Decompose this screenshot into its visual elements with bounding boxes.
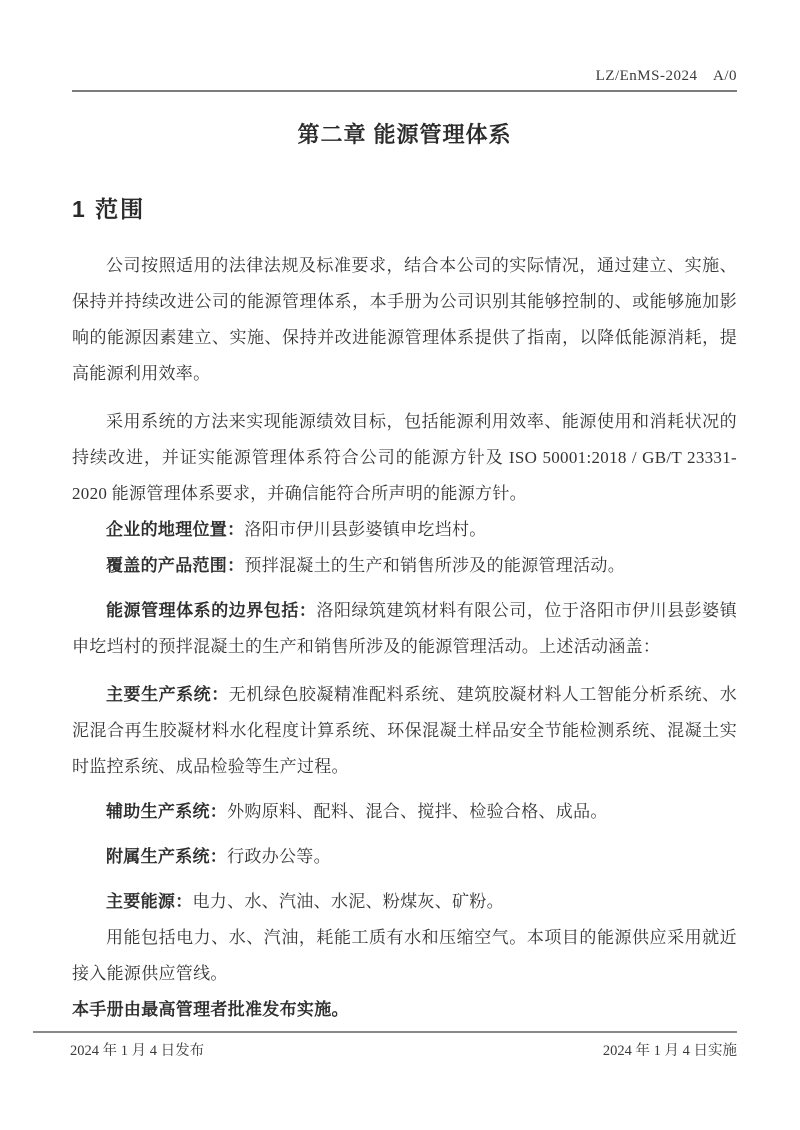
system-boundary-paragraph (72, 593, 737, 665)
document-code: LZ/EnMS-2024 A/0 (595, 68, 737, 84)
geographic-location-value: 洛阳市伊川县彭婆镇申圪垱村。 (244, 520, 487, 539)
chapter-title: 第二章 能源管理体系 (297, 122, 512, 147)
main-production-systems-label: 主要生产系统： (106, 685, 229, 704)
implement-date: 2024 年 1 月 4 日实施 (602, 1043, 737, 1059)
main-energy-value: 电力、水、汽油、水泥、粉煤灰、矿粉。 (192, 892, 504, 911)
product-scope-label: 覆盖的产品范围： (106, 556, 245, 575)
attached-systems-label: 附属生产系统： (106, 847, 228, 866)
main-production-systems-value: 无机绿色胶凝精准配料系统、建筑胶凝材料人工智能分析系统、水泥混合再生胶凝材料水化程度计算系统、环保混凝土样品安全节能检测系统、混凝土实时监控系统、成品检验等生产过程。 (72, 685, 737, 776)
auxiliary-systems-line (72, 794, 737, 830)
document-body (72, 248, 737, 1028)
main-production-systems-paragraph (72, 677, 737, 785)
approval-statement: 本手册由最高管理者批准发布实施。 (72, 1000, 349, 1019)
release-date: 2024 年 1 月 4 日发布 (70, 1043, 205, 1059)
attached-systems-value: 行政办公等。 (227, 847, 331, 866)
product-scope-value: 预拌混凝土的生产和销售所涉及的能源管理活动。 (244, 556, 626, 575)
main-energy-label: 主要能源： (106, 892, 193, 911)
energy-note-paragraph: 用能包括电力、水、汽油，耗能工质有水和压缩空气。本项目的能源供应采用就近接入能源供应管线。 (72, 928, 737, 983)
section-heading: 1 范围 (72, 196, 146, 222)
paragraph-method: 采用系统的方法来实现能源绩效目标，包括能源利用效率、能源使用和消耗状况的持续改进，并证实能源管理体系符合公司的能源方针及 ISO 50001:2018 / GB/T 23331-2020 能源管理体系要求，并确信能符合所声明的能源方针。 (72, 412, 737, 503)
page-header (72, 0, 737, 92)
system-boundary-label: 能源管理体系的边界包括： (106, 601, 317, 620)
auxiliary-systems-label: 辅助生产系统： (106, 802, 228, 821)
attached-systems-line (72, 839, 737, 875)
system-boundary-value: 洛阳绿筑建筑材料有限公司，位于洛阳市伊川县彭婆镇申圪垱村的预拌混凝土的生产和销售所涉及的能源管理活动。上述活动涵盖： (72, 601, 738, 656)
auxiliary-systems-value: 外购原料、配料、混合、搅拌、检验合格、成品。 (227, 802, 608, 821)
page-footer (33, 1031, 737, 1060)
product-scope-line (72, 548, 737, 584)
geographic-location-label: 企业的地理位置： (106, 520, 245, 539)
main-energy-line (72, 884, 737, 920)
geographic-location-line (72, 512, 737, 548)
paragraph-intro: 公司按照适用的法律法规及标准要求，结合本公司的实际情况，通过建立、实施、保持并持续改进公司的能源管理体系，本手册为公司识别其能够控制的、或能够施加影响的能源因素建立、实施、保持并改进能源管理体系提供了指南，以降低能源消耗，提高能源利用效率。 (72, 256, 737, 383)
